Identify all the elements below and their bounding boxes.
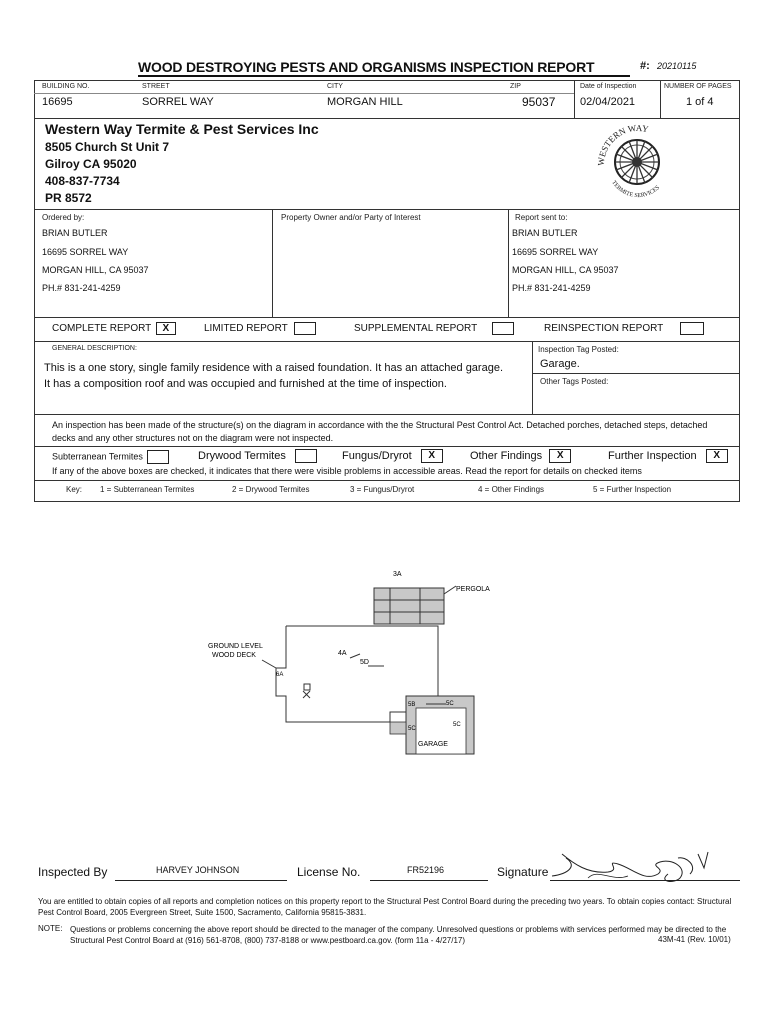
- subterranean-label: Subterranean Termites: [52, 451, 143, 462]
- pergola-grid: [374, 586, 456, 624]
- license-line: [370, 880, 488, 881]
- drywood-checkbox[interactable]: [295, 449, 317, 463]
- diagram-label-5c-top: 5C: [446, 701, 454, 707]
- divider: [34, 93, 574, 94]
- pages-value: 1 of 4: [686, 96, 714, 108]
- note-label: NOTE:: [38, 924, 63, 933]
- street-value: SORREL WAY: [142, 96, 214, 108]
- reinspection-report-checkbox[interactable]: [680, 322, 704, 335]
- inspection-statement: An inspection has been made of the structure(s) on the diagram in accordance with the the Structural Pest Control Act. Detached porches, detached steps, detached decks and any other structures not on the diagram were not inspected.: [52, 420, 708, 443]
- property-diagram: [200, 560, 520, 770]
- key-item: 5 = Further Inspection: [593, 485, 672, 494]
- report-title: WOOD DESTROYING PESTS AND ORGANISMS INSPECTION REPORT: [138, 59, 595, 75]
- findings-note: If any of the above boxes are checked, it indicates that there were visible problems in accessible areas. Read the report for details on checked items: [52, 466, 642, 476]
- ordered-by-label: Ordered by:: [42, 213, 85, 222]
- city-label: CITY: [327, 83, 343, 90]
- findings-item: [342, 449, 443, 463]
- diagram-label-6a: 6A: [276, 672, 284, 678]
- key-item: 1 = Subterranean Termites: [100, 485, 195, 494]
- report-number-label: #:: [640, 60, 650, 72]
- logo-text-bottom: TERMITE SERVICES: [610, 179, 662, 200]
- company-name: Western Way Termite & Pest Services Inc: [45, 121, 319, 137]
- ordered-by-street: 16695 SORREL WAY: [42, 247, 129, 257]
- report-sent-to-street: 16695 SORREL WAY: [512, 247, 599, 257]
- diagram-label-deck-2: WOOD DECK: [212, 652, 256, 659]
- company-phone: 408-837-7734: [45, 174, 120, 188]
- report-type-row: [544, 322, 704, 335]
- divider: [574, 80, 575, 118]
- divider: [34, 446, 740, 447]
- divider: [34, 480, 740, 481]
- company-license: PR 8572: [45, 191, 92, 205]
- report-number: 20210115: [657, 61, 697, 71]
- supplemental-report-label: SUPPLEMENTAL REPORT: [354, 323, 477, 335]
- building-no-label: BUILDING NO.: [42, 83, 90, 90]
- copies-notice: You are entitled to obtain copies of all reports and completion notices on this property report to the Structural Pest Control Board during the preceding two years. To obtain copies contact: Structural Pest Control Board, 2005 Evergreen Street, Suite 1500, Sacramento, California 95815-3831.: [38, 897, 732, 917]
- report-type-row: [354, 322, 514, 335]
- note-text: Questions or problems concerning the above report should be directed to the manager of the company. Unresolved questions or problems with services performed may be directed to the Structural Pest Control Board at (916) 561-8708, (800) 737-8188 or www.pestboard.ca.gov. (form 11a - 4/27/17): [70, 925, 727, 945]
- signature-label: Signature: [497, 865, 549, 879]
- divider: [532, 373, 740, 374]
- ordered-by-city: MORGAN HILL, CA 95037: [42, 265, 149, 275]
- findings-item: [608, 449, 728, 463]
- reinspection-report-label: REINSPECTION REPORT: [544, 323, 664, 335]
- other-tags-label: Other Tags Posted:: [540, 377, 609, 386]
- ordered-by-name: BRIAN BUTLER: [42, 228, 108, 238]
- diagram-label-5b: 5B: [408, 702, 416, 708]
- city-value: MORGAN HILL: [327, 96, 403, 108]
- date-label: Date of Inspection: [580, 83, 637, 90]
- divider: [508, 209, 509, 317]
- key-item: 4 = Other Findings: [478, 485, 545, 494]
- report-type-row: [52, 322, 176, 335]
- svg-text:TERMITE SERVICES: [610, 180, 661, 199]
- divider: [660, 80, 661, 118]
- findings-item: [198, 449, 317, 463]
- divider: [34, 118, 740, 119]
- findings-item: [470, 449, 571, 463]
- supplemental-report-checkbox[interactable]: [492, 322, 514, 335]
- company-address1: 8505 Church St Unit 7: [45, 140, 170, 154]
- general-description-label: GENERAL DESCRIPTION:: [52, 345, 137, 352]
- title-underline: [138, 75, 630, 77]
- divider: [272, 209, 273, 317]
- company-address2: Gilroy CA 95020: [45, 157, 137, 171]
- general-description-text: This is a one story, single family residence with a raised foundation. It has an attached garage. It has a composition roof and was occupied and furnished at the time of inspection.: [44, 362, 503, 390]
- key-item: 3 = Fungus/Dryrot: [350, 485, 415, 494]
- drywood-label: Drywood Termites: [198, 449, 286, 462]
- divider: [34, 209, 740, 210]
- limited-report-label: LIMITED REPORT: [204, 323, 288, 335]
- inspector-name: HARVEY JOHNSON: [156, 865, 240, 875]
- inspector-line: [115, 880, 287, 881]
- building-no: 16695: [42, 96, 73, 108]
- report-sent-to-phone: PH.# 831-241-4259: [512, 283, 591, 293]
- fungus-label: Fungus/Dryrot: [342, 449, 412, 462]
- zip-value: 95037: [522, 95, 556, 109]
- divider: [532, 341, 533, 414]
- logo-text-top: WESTERN WAY: [595, 122, 650, 167]
- zip-label: ZIP: [510, 83, 521, 90]
- license-value: FR52196: [407, 865, 445, 875]
- complete-report-label: COMPLETE REPORT: [52, 323, 152, 335]
- inspection-tag-value: Garage.: [540, 358, 580, 370]
- property-owner-label: Property Owner and/or Party of Interest: [281, 213, 421, 222]
- pages-label: NUMBER OF PAGES: [664, 83, 732, 90]
- date-value: 02/04/2021: [580, 96, 636, 108]
- fungus-checkbox[interactable]: X: [421, 449, 443, 463]
- signature-image: [548, 848, 728, 888]
- key-label: Key:: [66, 485, 83, 494]
- key-item: 2 = Drywood Termites: [232, 485, 310, 494]
- limited-report-checkbox[interactable]: [294, 322, 316, 335]
- inspection-tag-label: Inspection Tag Posted:: [538, 345, 619, 354]
- other-findings-checkbox[interactable]: X: [549, 449, 571, 463]
- complete-report-checkbox[interactable]: X: [156, 322, 176, 335]
- street-label: STREET: [142, 83, 170, 90]
- company-logo-icon: [592, 120, 682, 204]
- report-sent-to-label: Report sent to:: [515, 213, 568, 222]
- inspected-by-label: Inspected By: [38, 865, 108, 879]
- report-sent-to-city: MORGAN HILL, CA 95037: [512, 265, 619, 275]
- other-findings-label: Other Findings: [470, 449, 543, 462]
- report-sent-to-name: BRIAN BUTLER: [512, 228, 578, 238]
- divider: [34, 414, 740, 415]
- divider: [34, 341, 740, 342]
- further-inspection-label: Further Inspection: [608, 449, 697, 462]
- diagram-label-5c-left: 5C: [408, 726, 416, 732]
- further-inspection-checkbox[interactable]: X: [706, 449, 728, 463]
- diagram-label-5c-right: 5C: [453, 722, 461, 728]
- diagram-label-3a: 3A: [393, 571, 402, 578]
- findings-item: [52, 450, 169, 464]
- diagram-label-garage: GARAGE: [418, 741, 448, 748]
- subterranean-checkbox[interactable]: [147, 450, 169, 464]
- ordered-by-phone: PH.# 831-241-4259: [42, 283, 121, 293]
- diagram-label-4a: 4A: [338, 650, 347, 657]
- diagram-label-pergola: PERGOLA: [456, 586, 490, 593]
- report-type-row: [204, 322, 316, 335]
- diagram-label-5d: 5D: [360, 659, 369, 666]
- divider: [34, 317, 740, 318]
- form-number: 43M-41 (Rev. 10/01): [654, 935, 731, 944]
- license-label: License No.: [297, 865, 361, 879]
- diagram-label-deck-1: GROUND LEVEL: [208, 643, 263, 650]
